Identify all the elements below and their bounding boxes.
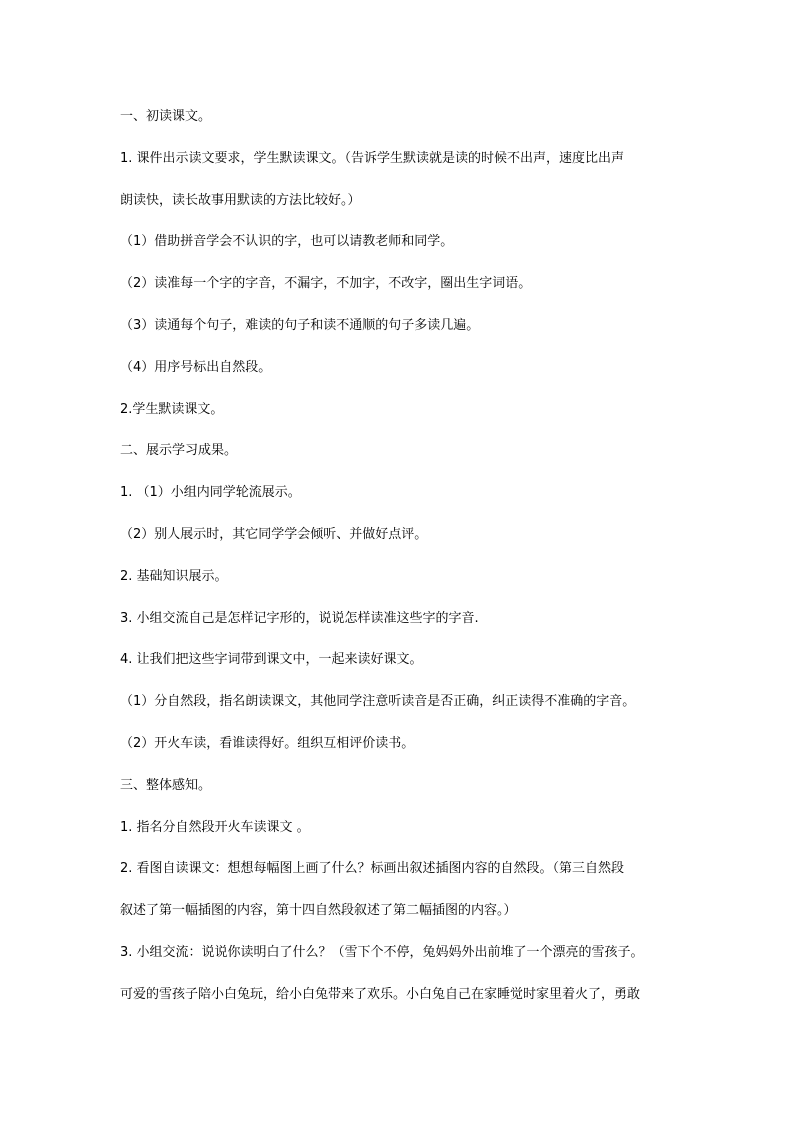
paragraph-line: 2. 基础知识展示。 [120,568,228,584]
paragraph-line: 朗读快，读长故事用默读的方法比较好。） [120,192,361,208]
document-body [120,106,680,1026]
paragraph-line: （2）别人展示时，其它同学学会倾听、并做好点评。 [120,526,428,542]
section-heading-2: 二、展示学习成果。 [120,443,238,459]
paragraph-line: （2）开火车读，看谁读得好。组织互相评价读书。 [120,735,415,751]
paragraph-line: 2.学生默读课文。 [120,401,224,417]
section-heading-1: 一、初读课文。 [120,109,212,124]
paragraph-line: 1. 指名分自然段开火车读课文 。 [120,819,310,835]
paragraph-line: 3. 小组交流自己是怎样记字形的，说说怎样读准这些字的字音. [120,610,479,626]
paragraph-line: （4）用序号标出自然段。 [120,359,272,375]
paragraph-line: （2）读准每一个字的字音，不漏字，不加字，不改字，圈出生字词语。 [120,276,532,292]
paragraph-line: （1）借助拼音学会不认识的字，也可以请教老师和同学。 [120,234,454,250]
paragraph-line: 2. 看图自读课文：想想每幅图上画了什么？标画出叙述插图内容的自然段。（第三自然段 [120,861,625,877]
paragraph-line: 3. 小组交流：说说你读明白了什么？（雪下个不停，兔妈妈外出前堆了一个漂亮的雪孩子。 [120,944,644,960]
paragraph-line: 1. 课件出示读文要求，学生默读课文。（告诉学生默读就是读的时候不出声，速度比出声 [120,150,625,166]
paragraph-line: 叙述了第一幅插图的内容，第十四自然段叙述了第二幅插图的内容。） [120,903,517,919]
section-heading-3: 三、整体感知。 [120,777,212,793]
paragraph-line: 1. （1）小组内同学轮流展示。 [120,485,301,501]
paragraph-line: （3）读通每个句子，难读的句子和读不通顺的句子多读几遍。 [120,317,480,333]
paragraph-line: 可爱的雪孩子陪小白兔玩，给小白兔带来了欢乐。小白兔自己在家睡觉时家里着火了，勇敢 [120,986,641,1002]
paragraph-line: （1）分自然段，指名朗读课文，其他同学注意听读音是否正确，纠正读得不准确的字音。 [120,694,636,710]
paragraph-line: 4. 让我们把这些字词带到课文中，一起来读好课文。 [120,652,423,668]
